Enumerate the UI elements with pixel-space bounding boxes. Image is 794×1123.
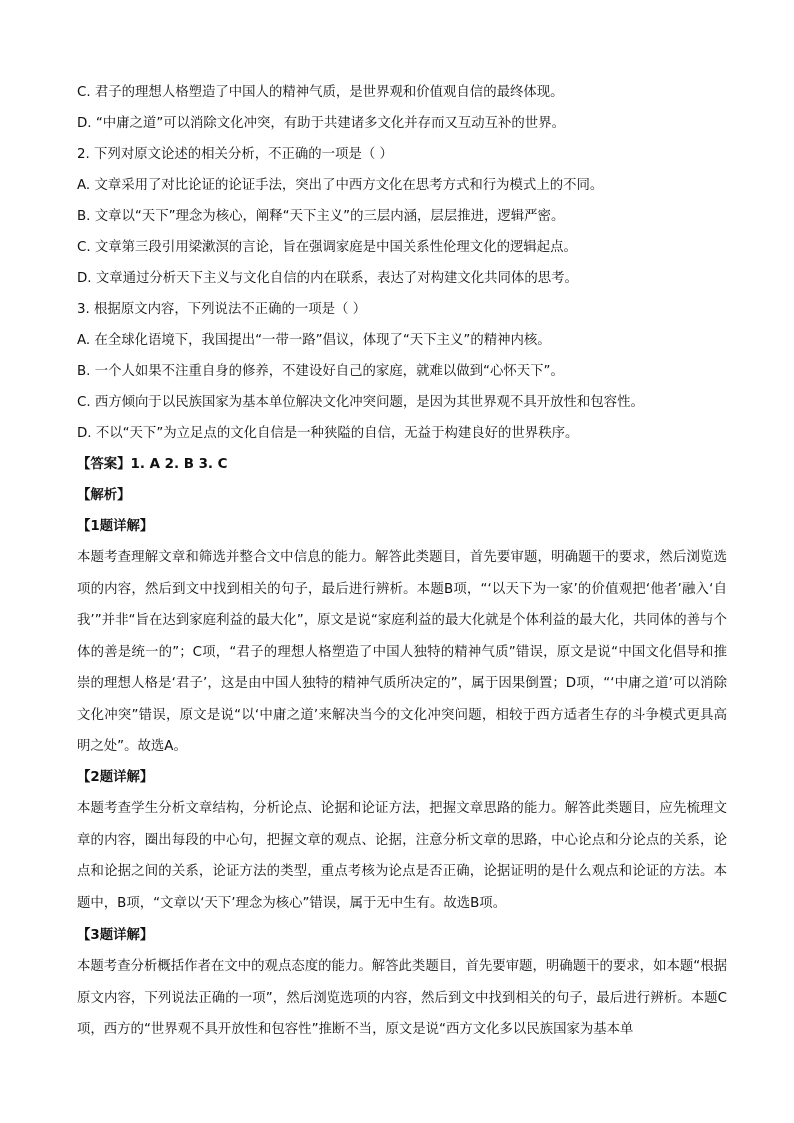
- q1-option-c: C. 君子的理想人格塑造了中国人的精神气质，是世界观和价值观自信的最终体现。: [77, 85, 564, 100]
- analysis-heading: 【解析】: [77, 488, 131, 503]
- q3-option-d: D. 不以“天下”为立足点的文化自信是一种狭隘的自信，无益于构建良好的世界秩序。: [77, 426, 579, 441]
- q3-stem: 3. 根据原文内容，下列说法不正确的一项是（ ）: [77, 302, 367, 317]
- detail3-heading: 【3题详解】: [77, 928, 154, 943]
- q3-option-b: B. 一个人如果不注重自身的修养，不建设好自己的家庭，就难以做到“心怀天下”。: [77, 364, 564, 379]
- q2-stem: 2. 下列对原文论述的相关分析，不正确的一项是（ ）: [77, 147, 393, 162]
- q2-option-c: C. 文章第三段引用梁漱溟的言论，旨在强调家庭是中国关系性伦理文化的逻辑起点。: [77, 240, 577, 255]
- detail3-body: 本题考查分析概括作者在文中的观点态度的能力。解答此类题目，首先要审题，明确题干的要求，如本题“根据原文内容，下列说法正确的一项”，然后浏览选项的内容，然后到文中找到相关的句子，最后进行辨析。本题C项，西方的“世界观不具开放性和包容性”推断不当，原文是说“西方文化多以民族国家为基本单: [77, 959, 727, 1037]
- q2-option-a: A. 文章采用了对比论证的论证手法，突出了中西方文化在思考方式和行为模式上的不同。: [77, 178, 604, 193]
- detail1-body: 本题考查理解文章和筛选并整合文中信息的能力。解答此类题目，首先要审题，明确题干的要求，然后浏览选项的内容，然后到文中找到相关的句子，最后进行辨析。本题B项，“‘以天下为一家’的价值观把‘他者’融入‘自我’”并非“旨在达到家庭利益的最大化”，原文是说“家庭利益的最大化就是个体利益的最大化，共同体的善与个体的善是统一的”；C项，“君子的理想人格塑造了中国人独特的精神气质”错误，原文是说“中国文化倡导和推崇的理想人格是‘君子’，这是由中国人独特的精神气质所决定的”，属于因果倒置；D项，“‘中庸之道’可以消除文化冲突”错误，原文是说“以‘中庸之道’来解决当今的文化冲突问题，相较于西方适者生存的斗争模式更具高明之处”。故选A。: [77, 550, 727, 754]
- q2-option-b: B. 文章以“天下”理念为核心，阐释“天下主义”的三层内涵，层层推进，逻辑严密。: [77, 209, 565, 224]
- detail2-heading: 【2题详解】: [77, 770, 154, 785]
- answer-line: 【答案】1. A 2. B 3. C: [77, 457, 228, 472]
- q3-option-a: A. 在全球化语境下，我国提出“一带一路”倡议，体现了“天下主义”的精神内核。: [77, 333, 551, 348]
- q1-option-d: D. “中庸之道”可以消除文化冲突，有助于共建诸多文化并存而又互动互补的世界。: [77, 116, 565, 131]
- detail2-body: 本题考查学生分析文章结构，分析论点、论据和论证方法，把握文章思路的能力。解答此类题目，应先梳理文章的内容，圈出每段的中心句，把握文章的观点、论据，注意分析文章的思路，中心论点和分论点的关系，论点和论据之间的关系，论证方法的类型，重点考核为论点是否正确，论据证明的是什么观点和论证的方法。本题中，B项，“文章以‘天下’理念为核心”错误，属于无中生有。故选B项。: [77, 801, 727, 911]
- detail1-heading: 【1题详解】: [77, 519, 154, 534]
- q3-option-c: C. 西方倾向于以民族国家为基本单位解决文化冲突问题，是因为其世界观不具开放性和包容性。: [77, 395, 644, 410]
- q2-option-d: D. 文章通过分析天下主义与文化自信的内在联系，表达了对构建文化共同体的思考。: [77, 271, 578, 286]
